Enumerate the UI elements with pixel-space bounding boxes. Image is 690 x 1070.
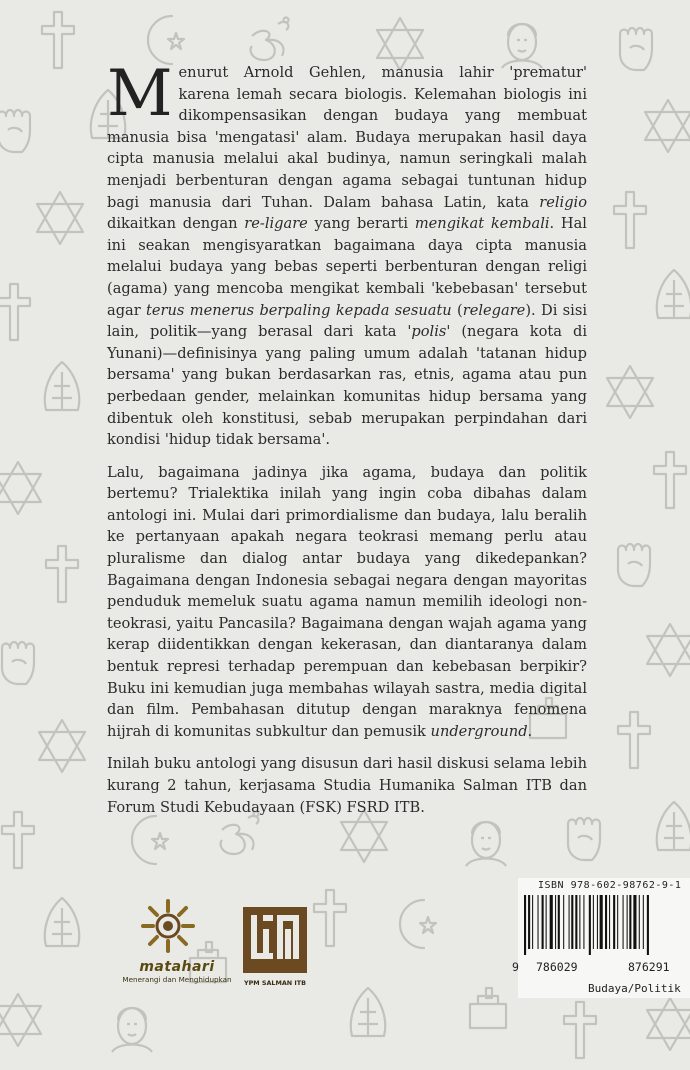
barcode-digits-left: 786029 <box>536 960 578 974</box>
star-of-david-icon <box>0 994 41 1046</box>
om-icon <box>251 18 289 61</box>
barcode-bar <box>613 895 615 949</box>
barcode-bar <box>639 895 640 949</box>
barcode-bar <box>542 895 544 949</box>
star-of-david-icon <box>0 462 41 514</box>
cross-icon <box>42 12 74 68</box>
cross-icon <box>0 284 30 340</box>
barcode-bar <box>600 895 603 949</box>
barcode-bar <box>532 895 533 949</box>
matahari-logo <box>122 895 232 984</box>
wayang-gunungan-icon <box>45 362 79 410</box>
barcode-digits-right: 876291 <box>628 960 670 974</box>
italic-term: underground <box>430 722 528 740</box>
star-of-david-icon <box>607 366 653 418</box>
italic-term: relegare <box>462 301 526 319</box>
barcode-bar <box>629 895 631 949</box>
wayang-gunungan-icon <box>45 898 79 946</box>
isbn-label: ISBN 978-602-98762-9-1 <box>538 880 682 891</box>
text-run: ( <box>451 301 463 319</box>
barcode-bar <box>597 895 598 949</box>
foundation-name: YPM SALMAN ITB <box>243 979 306 987</box>
salman-emblem-icon <box>243 907 307 973</box>
cross-icon <box>2 812 34 868</box>
cross-icon <box>618 712 650 768</box>
barcode-bar <box>589 895 591 955</box>
star-of-david-icon <box>647 624 690 676</box>
paragraph-intro <box>107 57 587 451</box>
cross-icon <box>614 192 646 248</box>
text-run: ). Di sisi lain, politik—yang berasal dari kata ' <box>107 301 587 341</box>
cross-icon <box>314 890 346 946</box>
italic-term: mengikat kembali <box>414 215 550 233</box>
barcode-bar <box>563 895 564 949</box>
barcode-bar <box>538 895 539 949</box>
text-run: ' (negara kota di Yunani)—definisinya yang paling umum adalah 'tatanan hidup bersama' yang bukan berdasarkan ras, etnis, agama atau pun perbedaan gender, melainkan komunitas hidup bersama yang dibentuk oleh konstitusi, sebab merupakan perpindahan dari kondisi 'hidup tidak bersama'. <box>107 323 587 449</box>
barcode-bar <box>623 895 624 949</box>
barcode-bar <box>583 895 584 949</box>
paragraph-credits <box>107 753 587 818</box>
barcode-bar <box>593 895 594 949</box>
text-run: Inilah buku antologi yang disusun dari hasil diskusi selama lebih kurang 2 tahun, kerjasama Studia Humanika Salman ITB dan Forum Studi Kebudayaan (FSK) FSRD ITB. <box>107 755 587 816</box>
italic-term: religio <box>539 193 587 211</box>
barcode-bar <box>605 895 607 949</box>
italic-term: re-ligare <box>244 215 308 233</box>
barcode-bar <box>524 895 526 955</box>
barcode-bar <box>633 895 636 949</box>
barcode-digit-prefix: 9 <box>512 960 519 974</box>
buddha-icon <box>112 1008 152 1052</box>
barcode-bar <box>528 895 530 949</box>
ballot-box-icon <box>470 988 506 1028</box>
category-label: Budaya/Politik <box>588 982 681 995</box>
barcode-bar <box>571 895 573 949</box>
text-run: dikaitkan dengan <box>107 215 245 233</box>
barcode-bar <box>609 895 610 949</box>
drop-cap: M <box>107 57 173 131</box>
barcode-bar <box>627 895 628 949</box>
barcode-bar <box>617 895 618 949</box>
barcode-bar <box>558 895 560 949</box>
barcode-bar <box>575 895 577 949</box>
text-run: enurut Arnold Gehlen, manusia lahir 'prematur' karena lemah secara biologis. Kelemahan biologis ini dikompensasikan dengan budaya yang membuat manusia bisa 'mengatasi' alam. Budaya merupakan hasil daya cipta manusia melalui akal budinya, namun seringkali malah menjadi berbenturan dengan agama sebagai tuntunan hidup bagi manusia dari Tuhan. Dalam bahasa Latin, kata <box>107 64 587 211</box>
barcode-bar <box>546 895 547 949</box>
italic-term: terus menerus berpaling kepada sesuatu <box>146 301 452 319</box>
star-of-david-icon <box>37 192 83 244</box>
wayang-gunungan-icon <box>657 270 690 318</box>
raised-fist-icon <box>2 642 34 684</box>
raised-fist-icon <box>0 110 30 152</box>
barcode-bar <box>569 895 570 949</box>
cross-icon <box>654 452 686 508</box>
publisher-name: matahari <box>139 959 215 975</box>
crescent-star-icon <box>400 900 436 948</box>
barcode-bar <box>579 895 580 949</box>
publisher-tagline: Menerangi dan Menghidupkan <box>122 975 232 984</box>
text-run: . Hal ini seakan mengisyaratkan bagaimana daya cipta manusia melalui budaya yang bebas seperti berbenturan dengan religi (agama) yang mencoba mengikat kembali 'kebebasan' tersebut agar <box>107 215 587 319</box>
italic-term: polis <box>411 323 447 341</box>
text-run: . <box>527 722 533 740</box>
sun-emblem-icon <box>122 895 232 957</box>
wayang-gunungan-icon <box>351 988 385 1036</box>
back-cover-blurb <box>107 57 587 829</box>
barcode-bar <box>647 895 649 955</box>
paragraph-questions <box>107 462 587 743</box>
barcode-bar <box>643 895 644 949</box>
text-run: Lalu, bagaimana jadinya jika agama, budaya dan politik bertemu? Trialektika inilah yang ingin coba dibahas dalam antologi ini. Mulai dari primordialisme dan budaya, lalu beralih ke pertanyaan apakah negara teokrasi memang perlu atau pluralisme dan dialog antar budaya yang dikedepankan? Bagaimana dengan Indonesia sebagai negara dengan mayoritas penduduk memeluk suatu agama namun memilih ideologi non-teokrasi, yaitu Pancasila? Bagaimana dengan wajah agama yang kerap diidentikkan dengan kekerasan, dan diantaranya dalam bentuk represi terhadap perempuan dan kebebasan berpikir? Buku ini kemudian juga membahas wilayah sastra, media digital dan film. Pembahasan ditutup dengan maraknya fenomena hijrah di komunitas subkultur dan pemusik <box>107 463 587 740</box>
barcode-bar <box>550 895 553 949</box>
cross-icon <box>564 1002 596 1058</box>
star-of-david-icon <box>645 100 690 152</box>
barcode-bar <box>555 895 556 949</box>
cross-icon <box>46 546 78 602</box>
text-run: yang berarti <box>307 215 415 233</box>
star-of-david-icon <box>647 998 690 1050</box>
ypm-salman-logo <box>243 907 307 987</box>
isbn-barcode <box>522 895 690 955</box>
star-of-david-icon <box>39 720 85 772</box>
raised-fist-icon <box>620 28 652 70</box>
raised-fist-icon <box>618 544 650 586</box>
wayang-gunungan-icon <box>657 802 690 850</box>
